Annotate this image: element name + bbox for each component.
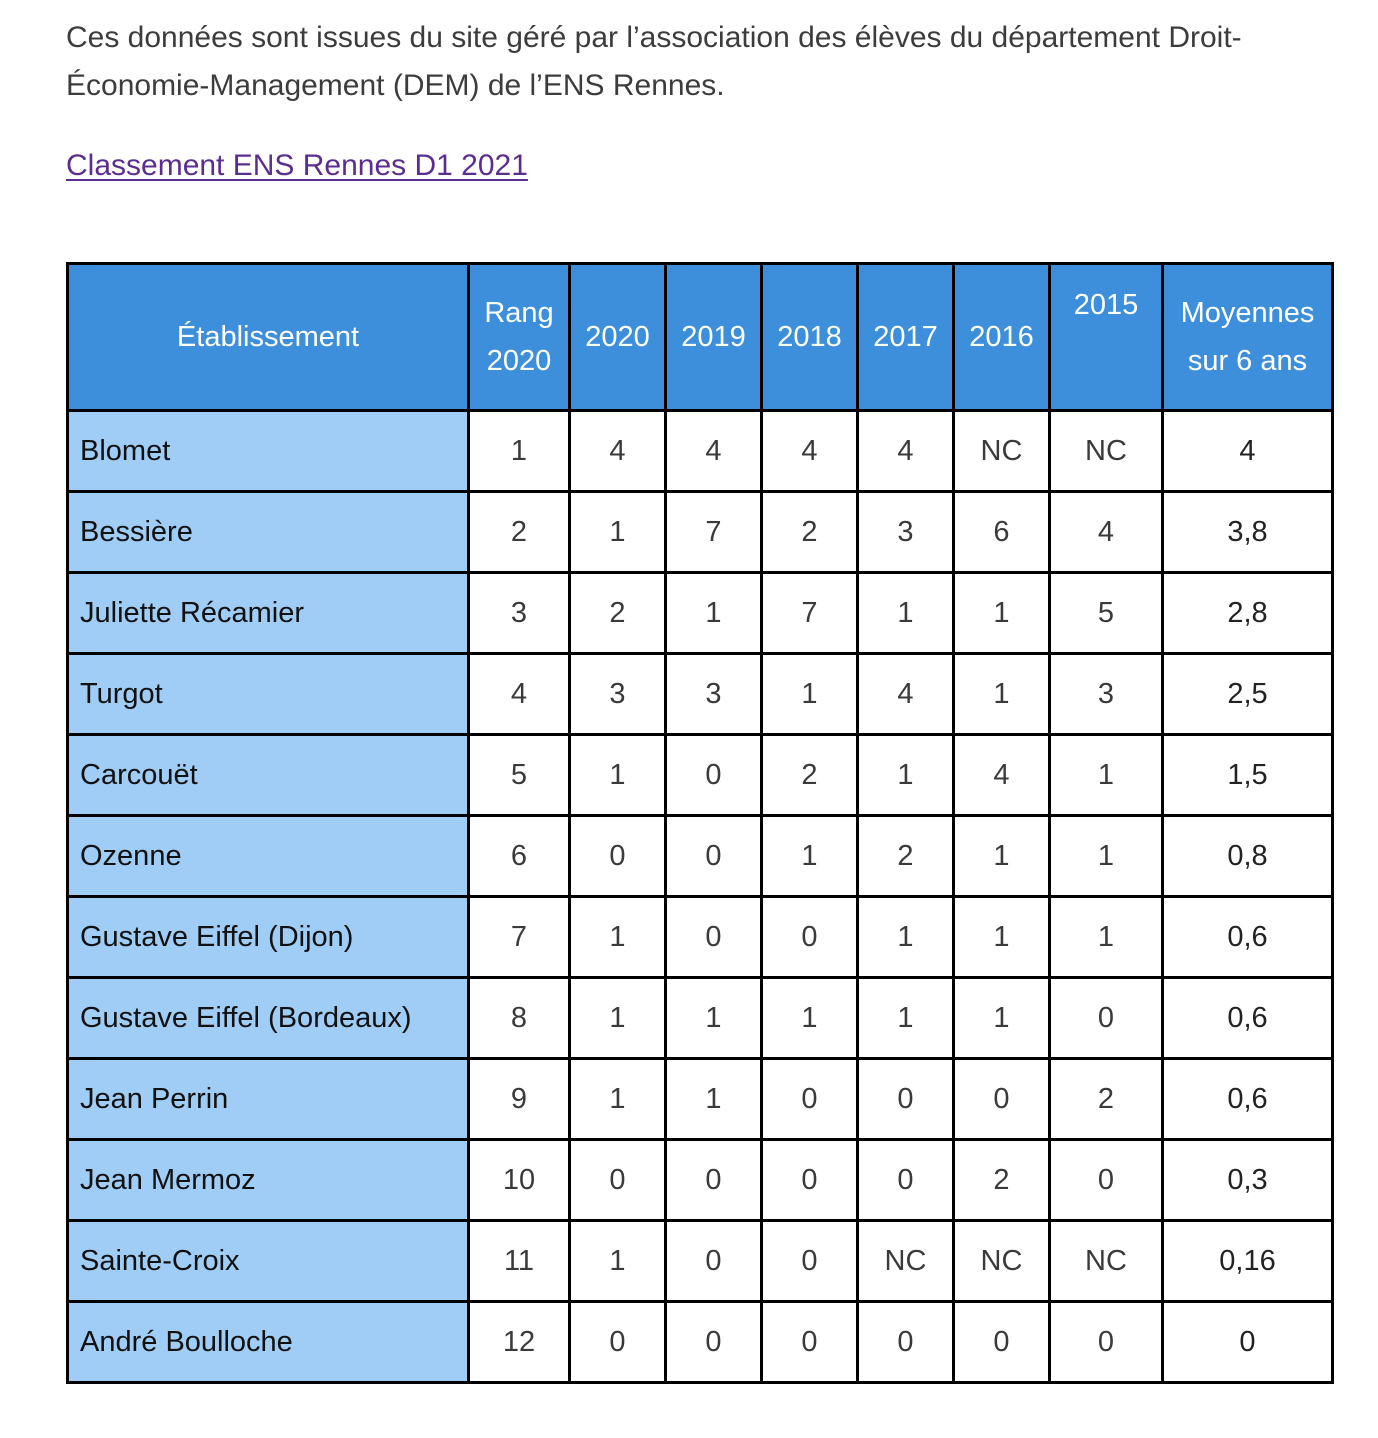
table-row: [68, 1302, 1333, 1383]
header-average: Moyennes sur 6 ans: [1163, 264, 1333, 411]
cell-2020: 1: [570, 735, 666, 816]
cell-average: 0,6: [1163, 978, 1333, 1059]
cell-school: Carcouët: [68, 735, 469, 816]
cell-2017: 1: [858, 573, 954, 654]
cell-school: Ozenne: [68, 816, 469, 897]
table-row: [68, 1059, 1333, 1140]
cell-2016: 1: [954, 654, 1050, 735]
cell-2015: 1: [1050, 816, 1163, 897]
cell-2015: 1: [1050, 897, 1163, 978]
intro-paragraph: Ces données sont issues du site géré par l’association des élèves du département Droit-Économie-Management (DEM) de l’ENS Rennes.: [66, 21, 1242, 102]
header-2019: 2019: [666, 264, 762, 411]
cell-average: 0,6: [1163, 1059, 1333, 1140]
cell-2018: 7: [762, 573, 858, 654]
cell-2015: 5: [1050, 573, 1163, 654]
cell-2015: 0: [1050, 1140, 1163, 1221]
header-rank: Rang 2020: [469, 264, 570, 411]
table-row: [68, 573, 1333, 654]
cell-2018: 0: [762, 1302, 858, 1383]
cell-2019: 0: [666, 1221, 762, 1302]
cell-2016: NC: [954, 411, 1050, 492]
cell-2016: 1: [954, 816, 1050, 897]
cell-2020: 0: [570, 1140, 666, 1221]
cell-2016: 1: [954, 573, 1050, 654]
cell-average: 0: [1163, 1302, 1333, 1383]
cell-school: Juliette Récamier: [68, 573, 469, 654]
cell-2015: NC: [1050, 411, 1163, 492]
cell-school: Gustave Eiffel (Dijon): [68, 897, 469, 978]
cell-2018: 0: [762, 897, 858, 978]
cell-rank: 12: [469, 1302, 570, 1383]
table-row: [68, 735, 1333, 816]
table-row: [68, 816, 1333, 897]
cell-2020: 4: [570, 411, 666, 492]
cell-rank: 7: [469, 897, 570, 978]
cell-rank: 6: [469, 816, 570, 897]
cell-2018: 2: [762, 735, 858, 816]
cell-school: Jean Mermoz: [68, 1140, 469, 1221]
cell-average: 3,8: [1163, 492, 1333, 573]
cell-2016: 0: [954, 1059, 1050, 1140]
table-row: [68, 1221, 1333, 1302]
cell-2017: 4: [858, 654, 954, 735]
cell-2017: 1: [858, 735, 954, 816]
cell-school: Gustave Eiffel (Bordeaux): [68, 978, 469, 1059]
header-2016: 2016: [954, 264, 1050, 411]
cell-2019: 3: [666, 654, 762, 735]
cell-rank: 10: [469, 1140, 570, 1221]
cell-rank: 11: [469, 1221, 570, 1302]
cell-school: Turgot: [68, 654, 469, 735]
cell-2016: 6: [954, 492, 1050, 573]
cell-2020: 1: [570, 492, 666, 573]
cell-2017: 4: [858, 411, 954, 492]
cell-2016: 0: [954, 1302, 1050, 1383]
cell-average: 0,16: [1163, 1221, 1333, 1302]
cell-2019: 4: [666, 411, 762, 492]
cell-2020: 1: [570, 897, 666, 978]
cell-school: Blomet: [68, 411, 469, 492]
cell-rank: 3: [469, 573, 570, 654]
cell-rank: 9: [469, 1059, 570, 1140]
cell-2015: 0: [1050, 1302, 1163, 1383]
cell-2016: NC: [954, 1221, 1050, 1302]
cell-2017: 3: [858, 492, 954, 573]
cell-rank: 5: [469, 735, 570, 816]
ranking-link[interactable]: Classement ENS Rennes D1 2021: [66, 149, 528, 182]
cell-average: 1,5: [1163, 735, 1333, 816]
cell-2018: 0: [762, 1140, 858, 1221]
cell-2018: 1: [762, 978, 858, 1059]
table-row: [68, 978, 1333, 1059]
cell-2018: 0: [762, 1059, 858, 1140]
cell-2016: 4: [954, 735, 1050, 816]
cell-2016: 1: [954, 897, 1050, 978]
cell-2016: 1: [954, 978, 1050, 1059]
table-row: [68, 897, 1333, 978]
cell-rank: 1: [469, 411, 570, 492]
cell-2018: 1: [762, 654, 858, 735]
cell-2020: 1: [570, 1059, 666, 1140]
cell-2019: 0: [666, 816, 762, 897]
cell-2017: 0: [858, 1059, 954, 1140]
cell-2020: 0: [570, 1302, 666, 1383]
cell-2020: 1: [570, 1221, 666, 1302]
cell-2020: 3: [570, 654, 666, 735]
cell-rank: 8: [469, 978, 570, 1059]
cell-2019: 0: [666, 735, 762, 816]
cell-2018: 2: [762, 492, 858, 573]
cell-2020: 0: [570, 816, 666, 897]
cell-school: Jean Perrin: [68, 1059, 469, 1140]
table-header-row: [68, 264, 1333, 411]
cell-2015: 0: [1050, 978, 1163, 1059]
table-row: [68, 1140, 1333, 1221]
cell-2015: 3: [1050, 654, 1163, 735]
cell-average: 0,3: [1163, 1140, 1333, 1221]
cell-average: 2,5: [1163, 654, 1333, 735]
cell-school: André Boulloche: [68, 1302, 469, 1383]
ranking-table: [66, 262, 1334, 1384]
cell-2019: 0: [666, 897, 762, 978]
cell-rank: 4: [469, 654, 570, 735]
cell-average: 2,8: [1163, 573, 1333, 654]
cell-2020: 1: [570, 978, 666, 1059]
cell-2018: 1: [762, 816, 858, 897]
header-2017: 2017: [858, 264, 954, 411]
cell-2019: 1: [666, 573, 762, 654]
cell-rank: 2: [469, 492, 570, 573]
cell-2017: 1: [858, 978, 954, 1059]
table-row: [68, 492, 1333, 573]
cell-2016: 2: [954, 1140, 1050, 1221]
cell-2018: 4: [762, 411, 858, 492]
cell-2015: 1: [1050, 735, 1163, 816]
cell-2019: 7: [666, 492, 762, 573]
cell-2020: 2: [570, 573, 666, 654]
cell-school: Bessière: [68, 492, 469, 573]
header-2020: 2020: [570, 264, 666, 411]
cell-2019: 1: [666, 978, 762, 1059]
header-school: Établissement: [68, 264, 469, 411]
cell-school: Sainte-Croix: [68, 1221, 469, 1302]
cell-average: 0,6: [1163, 897, 1333, 978]
cell-2015: NC: [1050, 1221, 1163, 1302]
cell-2017: NC: [858, 1221, 954, 1302]
cell-2015: 2: [1050, 1059, 1163, 1140]
cell-2015: 4: [1050, 492, 1163, 573]
cell-average: 0,8: [1163, 816, 1333, 897]
cell-2017: 2: [858, 816, 954, 897]
header-2018: 2018: [762, 264, 858, 411]
cell-2017: 0: [858, 1302, 954, 1383]
cell-2018: 0: [762, 1221, 858, 1302]
cell-2019: 0: [666, 1140, 762, 1221]
table-row: [68, 654, 1333, 735]
cell-2019: 1: [666, 1059, 762, 1140]
header-2015: 2015: [1050, 264, 1163, 411]
cell-2017: 1: [858, 897, 954, 978]
cell-2017: 0: [858, 1140, 954, 1221]
table-row: [68, 411, 1333, 492]
cell-2019: 0: [666, 1302, 762, 1383]
cell-average: 4: [1163, 411, 1333, 492]
